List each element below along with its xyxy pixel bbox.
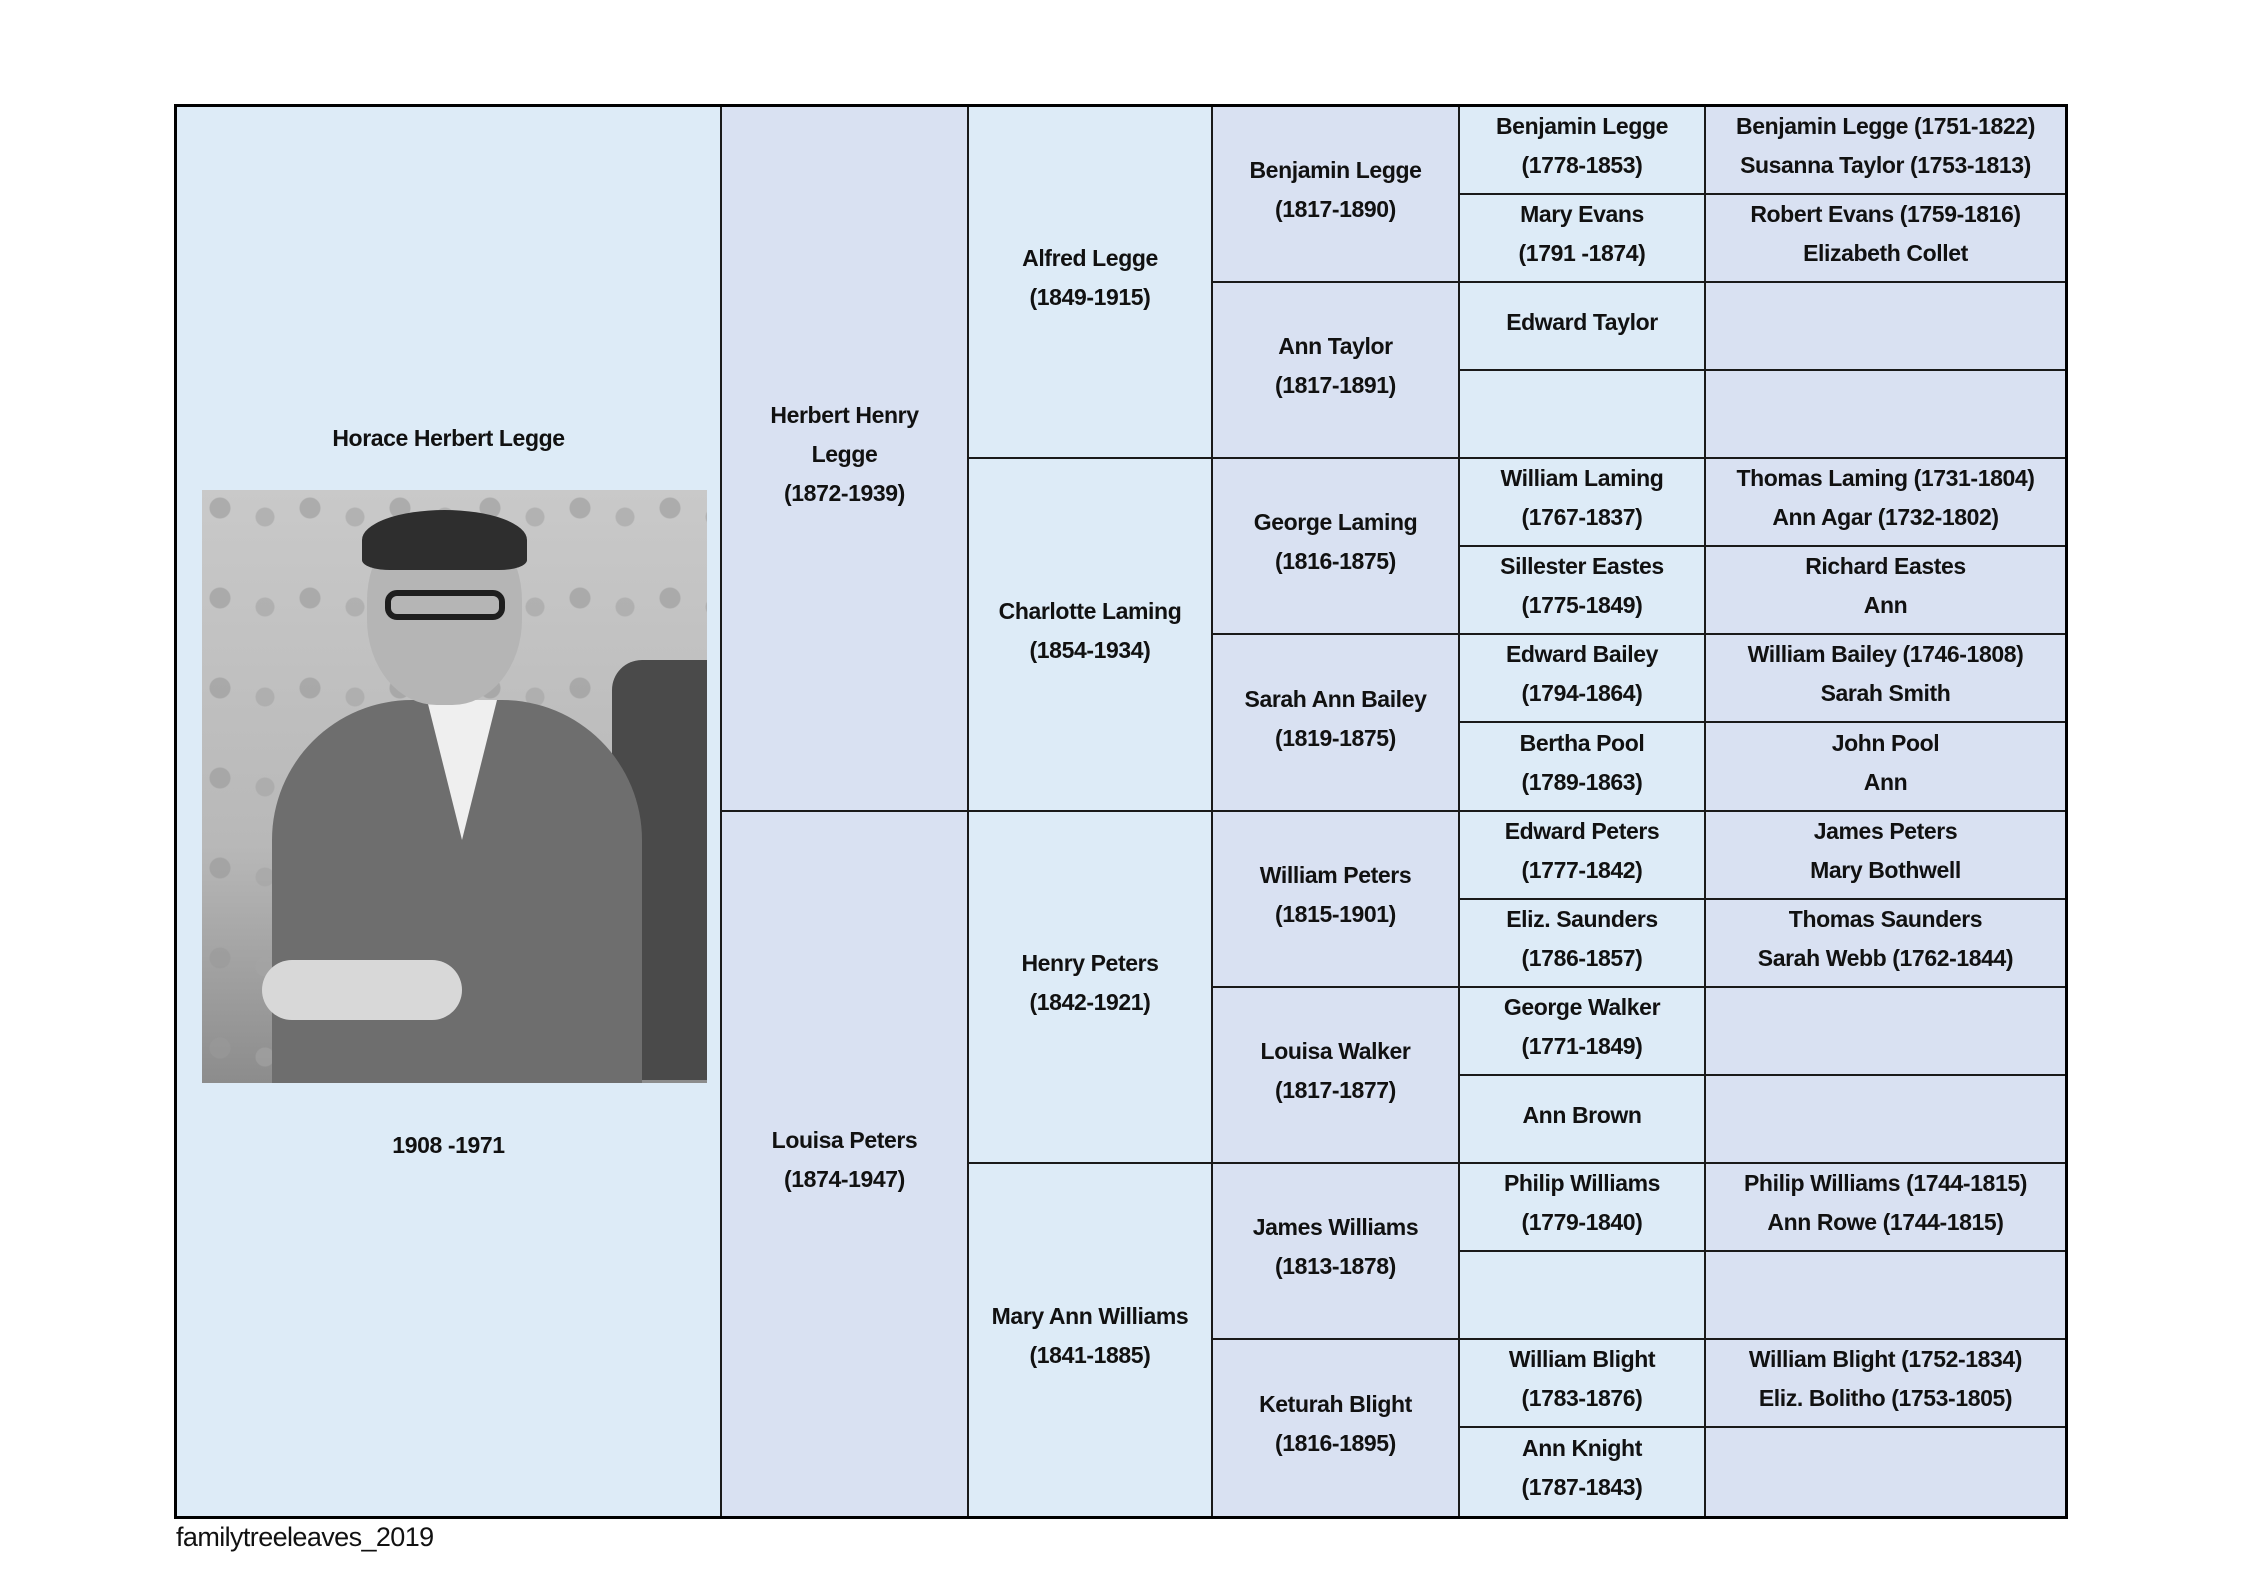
great-grandparent-cell — [1213, 459, 1460, 635]
person-name: Bertha Pool — [1519, 729, 1645, 756]
person-detail: (1874-1947) — [784, 1166, 905, 1192]
person-detail: (1816-1895) — [1275, 1430, 1396, 1456]
great-grandparent-cell — [1213, 635, 1460, 812]
2x-great-grandparent-cell — [1460, 988, 1706, 1076]
person-detail: Legge — [811, 441, 878, 467]
person-name: Edward Taylor — [1506, 308, 1658, 335]
person-detail: (1817-1891) — [1275, 372, 1396, 398]
person-name: John Pool — [1831, 729, 1940, 756]
2x-great-grandparent-cell — [1460, 1076, 1706, 1164]
person-name: Charlotte Laming — [998, 597, 1182, 624]
great-grandparent-cell — [1213, 1164, 1460, 1340]
person-detail: (1817-1890) — [1275, 196, 1396, 222]
person-name: Louisa Peters — [771, 1127, 918, 1153]
person-detail: (1872-1939) — [784, 480, 905, 506]
glasses-shape — [385, 590, 505, 620]
3x-great-grandparent-cell — [1706, 1164, 2065, 1252]
3x-great-grandparent-cell — [1706, 1252, 2065, 1340]
person-name: William Laming — [1500, 465, 1664, 491]
parent-cell — [722, 812, 969, 1516]
3x-great-grandparent-cell — [1706, 900, 2065, 988]
hands-shape — [262, 960, 462, 1020]
grandparent-cell — [969, 107, 1213, 459]
person-name: Louisa Walker — [1260, 1038, 1411, 1064]
3x-great-grandparent-cell — [1706, 283, 2065, 371]
3x-great-grandparent-cell — [1706, 195, 2065, 283]
person-detail: (1849-1915) — [1029, 284, 1151, 310]
person-detail: (1777-1842) — [1521, 857, 1643, 883]
3x-great-grandparent-cell — [1706, 723, 2065, 812]
person-name: William Peters — [1259, 862, 1412, 888]
person-detail: (1816-1875) — [1275, 548, 1396, 574]
person-detail: (1787-1843) — [1521, 1474, 1643, 1500]
3x-great-grandparent-cell — [1706, 547, 2065, 635]
person-name: Edward Peters — [1504, 818, 1660, 844]
2x-great-grandparent-cell — [1460, 635, 1706, 723]
person-detail: Mary Bothwell — [1810, 857, 1961, 883]
person-name: Edward Bailey — [1505, 641, 1659, 667]
footer-credit: familytreeleaves_2019 — [176, 1522, 434, 1552]
2x-great-grandparent-cell — [1460, 459, 1706, 547]
person-name: George Walker — [1503, 994, 1661, 1020]
2x-great-grandparent-cell — [1460, 1252, 1706, 1340]
3x-great-grandparent-cell — [1706, 107, 2065, 195]
person-detail: (1841-1885) — [1029, 1342, 1151, 1368]
3x-great-grandparent-cell — [1706, 1428, 2065, 1516]
root-person-name: Horace Herbert Legge — [332, 425, 565, 451]
3x-great-grandparent-cell — [1706, 459, 2065, 547]
2x-great-grandparent-cell — [1460, 1428, 1706, 1516]
person-name: William Blight — [1508, 1346, 1656, 1372]
2x-great-grandparent-cell — [1460, 371, 1706, 459]
person-name: James Williams — [1252, 1214, 1419, 1240]
person-detail: Ann Agar (1732-1802) — [1772, 504, 1999, 530]
person-detail: Sarah Smith — [1820, 680, 1951, 706]
grandparent-cell — [969, 1164, 1213, 1516]
3x-great-grandparent-cell — [1706, 1340, 2065, 1428]
person-name: Henry Peters — [1021, 950, 1159, 976]
2x-great-grandparent-cell — [1460, 900, 1706, 988]
person-detail: Ann Rowe (1744-1815) — [1767, 1209, 2004, 1235]
person-detail: (1854-1934) — [1029, 636, 1151, 663]
person-detail: (1791 -1874) — [1518, 240, 1646, 266]
great-grandparent-cell — [1213, 1340, 1460, 1516]
person-detail: (1819-1875) — [1275, 724, 1396, 751]
person-name: William Bailey (1746-1808) — [1747, 641, 2024, 667]
person-name: Benjamin Legge — [1495, 113, 1669, 139]
2x-great-grandparent-cell — [1460, 1340, 1706, 1428]
person-detail: (1778-1853) — [1521, 152, 1643, 178]
person-name: William Blight (1752-1834) — [1748, 1346, 2023, 1372]
great-grandparent-cell — [1213, 107, 1460, 283]
person-name: Mary Evans — [1520, 201, 1644, 227]
person-name: James Peters — [1813, 818, 1958, 844]
person-name: Philip Williams (1744-1815) — [1743, 1170, 2027, 1196]
person-name: Benjamin Legge — [1249, 157, 1422, 183]
person-detail: Eliz. Bolitho (1753-1805) — [1758, 1385, 2013, 1411]
pedigree-chart — [174, 104, 2068, 1519]
person-detail: (1767-1837) — [1521, 504, 1643, 530]
person-name: Ann Taylor — [1278, 333, 1393, 359]
person-detail: Sarah Webb (1762-1844) — [1757, 945, 2014, 971]
person-name: Philip Williams — [1503, 1170, 1661, 1196]
person-detail: (1771-1849) — [1521, 1033, 1643, 1059]
person-detail: Ann — [1863, 768, 1908, 795]
great-grandparent-cell — [1213, 812, 1460, 988]
person-detail: (1813-1878) — [1275, 1253, 1396, 1279]
person-detail: (1775-1849) — [1521, 592, 1643, 618]
person-detail: (1783-1876) — [1521, 1385, 1643, 1411]
3x-great-grandparent-cell — [1706, 812, 2065, 900]
2x-great-grandparent-cell — [1460, 1164, 1706, 1252]
hair-shape — [362, 510, 527, 570]
person-name: Sarah Ann Bailey — [1244, 685, 1427, 712]
person-detail: (1779-1840) — [1521, 1209, 1643, 1235]
3x-great-grandparent-cell — [1706, 1076, 2065, 1164]
3x-great-grandparent-cell — [1706, 988, 2065, 1076]
person-detail: (1789-1863) — [1521, 768, 1643, 795]
root-person-dates: 1908 -1971 — [392, 1132, 505, 1158]
person-detail: Susanna Taylor (1753-1813) — [1740, 152, 2031, 178]
great-grandparent-cell — [1213, 283, 1460, 459]
person-name: Ann Brown — [1522, 1101, 1642, 1128]
person-name: Sillester Eastes — [1500, 553, 1664, 579]
2x-great-grandparent-cell — [1460, 723, 1706, 812]
person-name: Benjamin Legge (1751-1822) — [1736, 113, 2035, 139]
2x-great-grandparent-cell — [1460, 547, 1706, 635]
person-detail: (1817-1877) — [1275, 1077, 1396, 1103]
person-detail: Ann — [1863, 592, 1908, 618]
2x-great-grandparent-cell — [1460, 195, 1706, 283]
root-person-cell — [177, 107, 722, 1516]
parent-cell — [722, 107, 969, 812]
2x-great-grandparent-cell — [1460, 283, 1706, 371]
person-name: Robert Evans (1759-1816) — [1750, 201, 2021, 227]
person-detail: (1794-1864) — [1521, 680, 1643, 706]
great-grandparent-cell — [1213, 988, 1460, 1164]
person-name: Ann Knight — [1522, 1435, 1642, 1461]
2x-great-grandparent-cell — [1460, 107, 1706, 195]
3x-great-grandparent-cell — [1706, 371, 2065, 459]
person-name: Richard Eastes — [1805, 553, 1966, 579]
person-name: Thomas Saunders — [1788, 906, 1983, 932]
person-name: Keturah Blight — [1259, 1391, 1412, 1417]
person-detail: (1815-1901) — [1275, 901, 1396, 927]
grandparent-cell — [969, 812, 1213, 1164]
person-name: Eliz. Saunders — [1506, 906, 1658, 932]
person-name: Alfred Legge — [1022, 245, 1158, 271]
person-detail: (1786-1857) — [1521, 945, 1643, 971]
person-name: Mary Ann Williams — [991, 1303, 1189, 1329]
2x-great-grandparent-cell — [1460, 812, 1706, 900]
person-name: Herbert Henry — [770, 402, 919, 428]
person-name: Thomas Laming (1731-1804) — [1736, 465, 2035, 491]
person-detail: Elizabeth Collet — [1803, 240, 1968, 266]
3x-great-grandparent-cell — [1706, 635, 2065, 723]
person-name: George Laming — [1253, 509, 1418, 535]
grandparent-cell — [969, 459, 1213, 812]
person-detail: (1842-1921) — [1029, 989, 1151, 1015]
portrait-photo — [202, 490, 707, 1083]
